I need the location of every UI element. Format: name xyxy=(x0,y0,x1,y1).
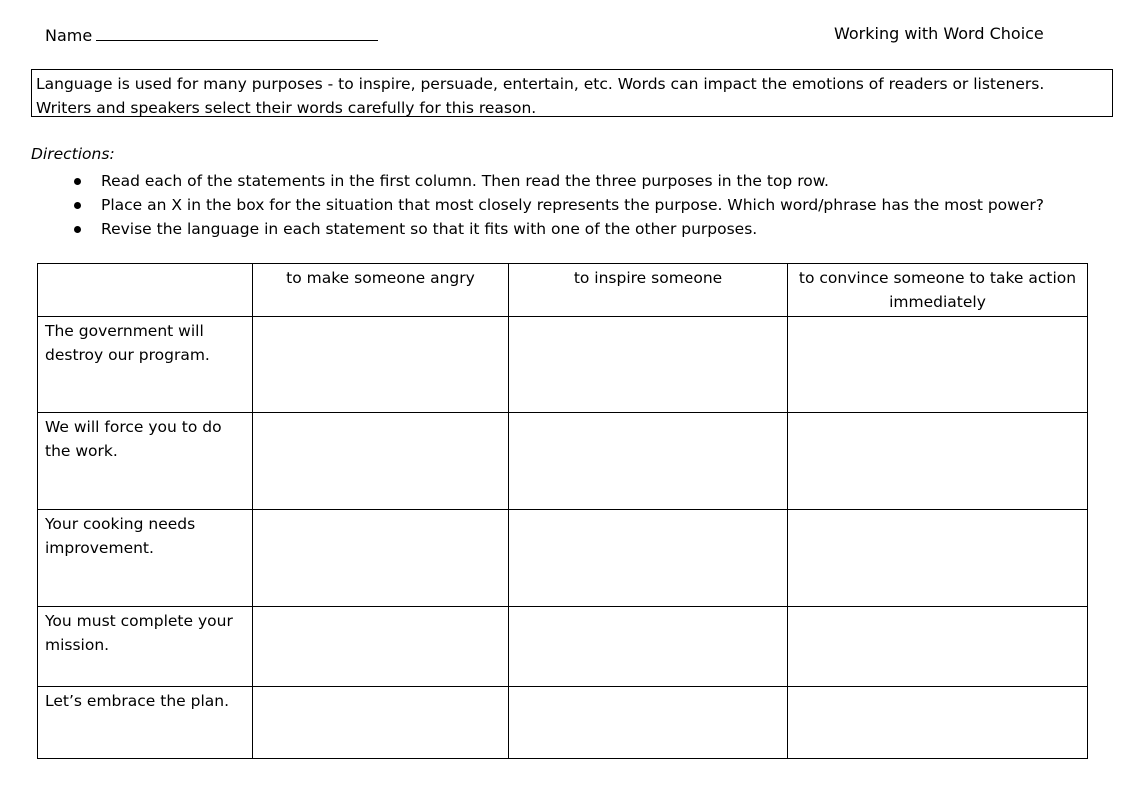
purpose-table xyxy=(37,263,1088,759)
answer-cell[interactable] xyxy=(509,413,788,510)
directions-item-text: Read each of the statements in the first column. Then read the three purposes in the top row. xyxy=(101,172,829,190)
answer-cell[interactable] xyxy=(509,687,788,759)
answer-cell[interactable] xyxy=(253,607,509,687)
intro-box xyxy=(31,69,1113,117)
intro-line-2: Writers and speakers select their words carefully for this reason. xyxy=(36,99,537,117)
table-row xyxy=(38,413,1088,510)
answer-cell[interactable] xyxy=(509,317,788,413)
worksheet-title: Working with Word Choice xyxy=(834,24,1044,43)
directions-item xyxy=(70,193,1044,217)
statement-cell: You must complete your mission. xyxy=(38,607,253,687)
table-row xyxy=(38,510,1088,607)
answer-cell[interactable] xyxy=(253,413,509,510)
header-cell-inspire: to inspire someone xyxy=(509,264,788,317)
answer-cell[interactable] xyxy=(253,317,509,413)
name-blank[interactable] xyxy=(96,24,378,41)
answer-cell[interactable] xyxy=(788,607,1088,687)
bullet-icon xyxy=(74,202,81,209)
statement-cell: We will force you to do the work. xyxy=(38,413,253,510)
directions-label: Directions: xyxy=(31,145,115,163)
directions-list xyxy=(70,169,1044,241)
answer-cell[interactable] xyxy=(788,413,1088,510)
intro-line-1: Language is used for many purposes - to inspire, persuade, entertain, etc. Words can impact the emotions of readers or listeners. xyxy=(36,75,1045,93)
answer-cell[interactable] xyxy=(788,317,1088,413)
directions-item xyxy=(70,217,1044,241)
answer-cell[interactable] xyxy=(253,510,509,607)
answer-cell[interactable] xyxy=(509,510,788,607)
bullet-icon xyxy=(74,178,81,185)
directions-item xyxy=(70,169,1044,193)
table-row xyxy=(38,687,1088,759)
directions-item-text: Place an X in the box for the situation that most closely represents the purpose. Which word/phrase has the most power? xyxy=(101,196,1044,214)
bullet-icon xyxy=(74,226,81,233)
table-row xyxy=(38,317,1088,413)
answer-cell[interactable] xyxy=(253,687,509,759)
table-header-row xyxy=(38,264,1088,317)
name-field-line xyxy=(45,24,378,45)
statement-cell: Your cooking needs improvement. xyxy=(38,510,253,607)
answer-cell[interactable] xyxy=(788,687,1088,759)
statement-cell: Let’s embrace the plan. xyxy=(38,687,253,759)
header-cell-convince: to convince someone to take action immediately xyxy=(788,264,1088,317)
statement-cell: The government will destroy our program. xyxy=(38,317,253,413)
header-cell-empty xyxy=(38,264,253,317)
table-row xyxy=(38,607,1088,687)
answer-cell[interactable] xyxy=(509,607,788,687)
directions-item-text: Revise the language in each statement so that it fits with one of the other purposes. xyxy=(101,220,758,238)
name-label: Name xyxy=(45,26,93,45)
header-cell-angry: to make someone angry xyxy=(253,264,509,317)
answer-cell[interactable] xyxy=(788,510,1088,607)
